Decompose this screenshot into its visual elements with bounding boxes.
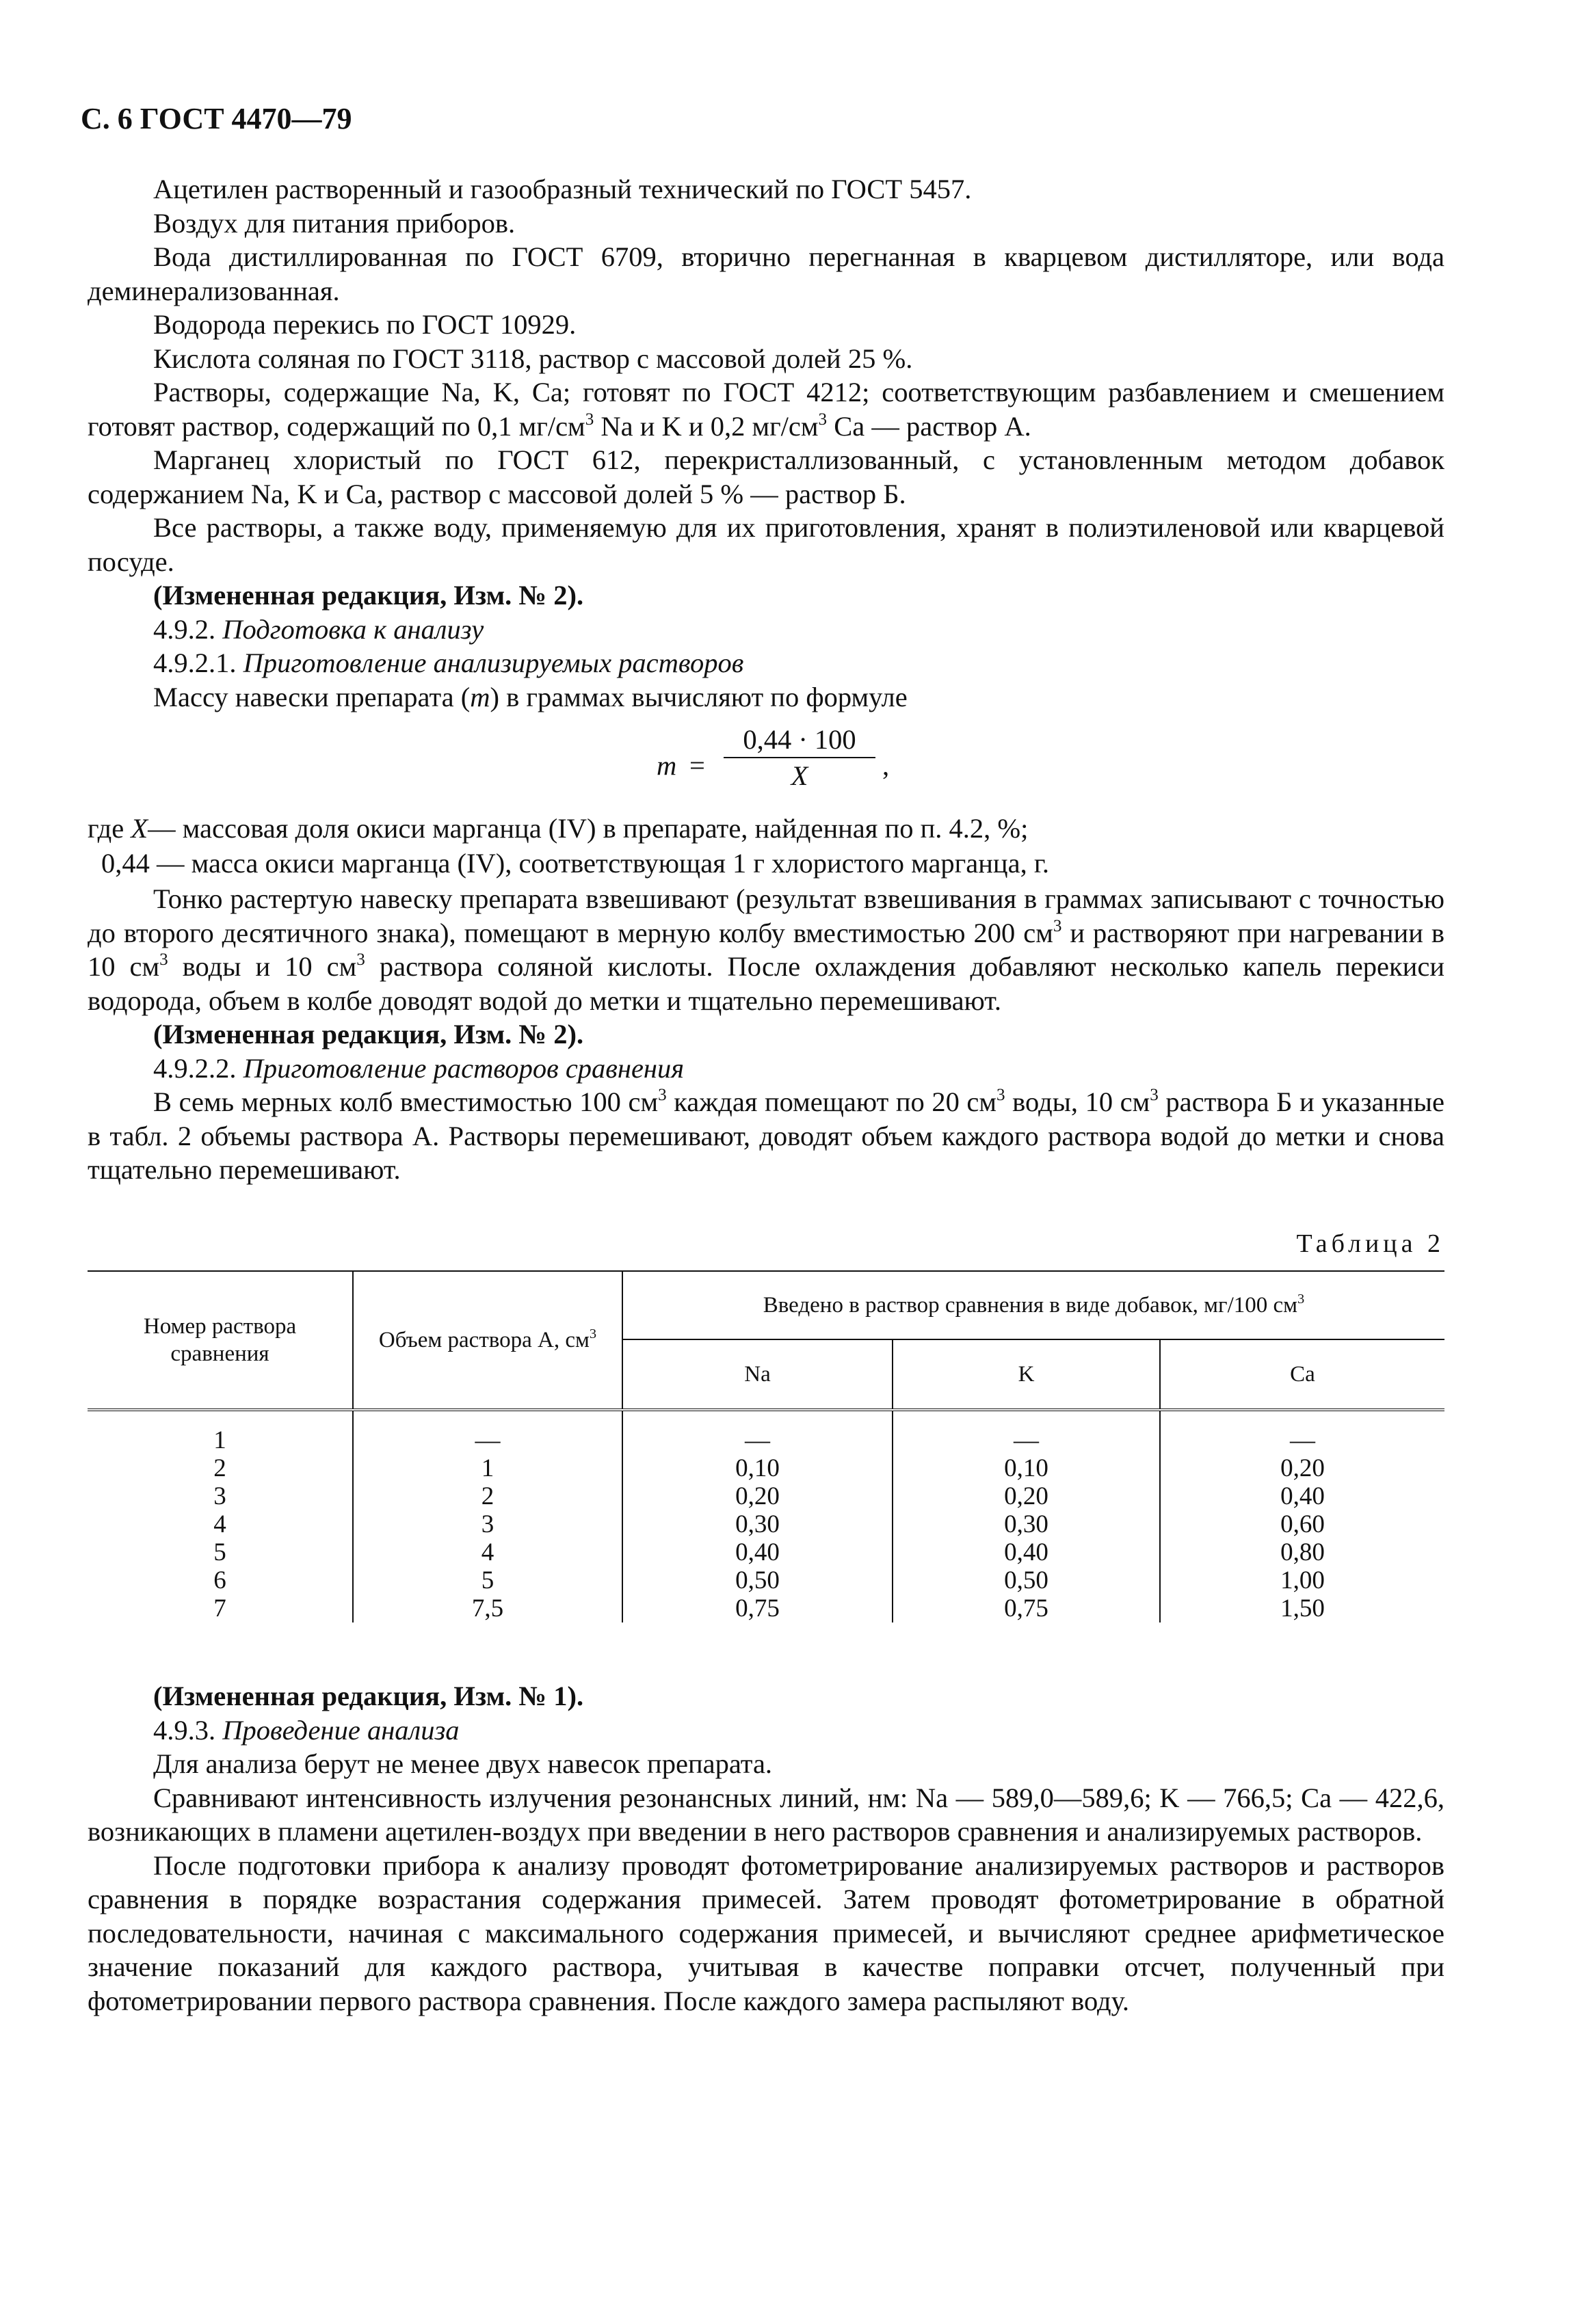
header-solution-number: Номер раствора сравнения <box>88 1271 353 1410</box>
table-cell-k: 0,20 <box>893 1482 1160 1510</box>
table-cell-n: 4 <box>88 1510 353 1538</box>
table-row <box>88 1566 1444 1594</box>
table-cell-n: 5 <box>88 1538 353 1566</box>
table-cell-n: 1 <box>88 1410 353 1454</box>
table-cell-n: 6 <box>88 1566 353 1594</box>
table-row <box>88 1510 1444 1538</box>
table-cell-k: 0,50 <box>893 1566 1160 1594</box>
table-row <box>88 1454 1444 1482</box>
paragraph-manganese: Марганец хлористый по ГОСТ 612, перекристаллизованный, с установленным методом добавок содержанием Na, K и Ca, раствор с массовой долей 5 % — раствор Б. <box>88 444 1444 509</box>
paragraph-mass: Массу навески препарата (m) в граммах вычисляют по формуле <box>153 681 908 712</box>
table-cell-n: 2 <box>88 1454 353 1482</box>
table-cell-k: 0,40 <box>893 1538 1160 1566</box>
table-cell-n: 3 <box>88 1482 353 1510</box>
reagents-block <box>88 172 1444 714</box>
table-row <box>88 1594 1444 1622</box>
section-4-9-2-1: 4.9.2.1. Приготовление анализируемых растворов <box>153 647 744 678</box>
table-cell-na: 0,75 <box>622 1594 893 1622</box>
table-cell-ca: 0,80 <box>1280 1538 1325 1566</box>
amendment-note: (Измененная редакция, Изм. № 1). <box>153 1681 584 1711</box>
amendment-note: (Измененная редакция, Изм. № 2). <box>153 580 584 611</box>
table-cell-n: 7 <box>88 1594 353 1622</box>
table-cell-ca: — <box>1290 1426 1315 1454</box>
table-cell-v: 7,5 <box>353 1594 622 1622</box>
paragraph-weighing: Тонко растертую навеску препарата взвешивают (результат взвешивания в граммах записывают с точностью до второго десятичного знака), помещают в мерную колбу вместимостью 200 $см^3$ и растворяют при нагревании в 10 $см^3$ воды и 10 $см^3$ раствора соляной кислоты. После охлаждения добавляют несколько капель перекиси водорода, объем в колбе доводят водой до метки и тщательно перемешивают. <box>88 883 1445 1016</box>
formula-numerator: 0,44 · 100 <box>724 723 875 758</box>
table-cell-v: 5 <box>353 1566 622 1594</box>
table-cell-na: 0,30 <box>622 1510 893 1538</box>
paragraph-solutions: Растворы, содержащие Na, K, Ca; готовят по ГОСТ 4212; соответствующим разбавлением и смешением готовят раствор, содержащий по 0,1 $мг/см^3$ Na и K и 0,2 $мг/см^3$ Ca — раствор А. <box>88 377 1444 442</box>
header-k: K <box>893 1339 1160 1410</box>
table-cell-v: 1 <box>353 1454 622 1482</box>
table-cell-ca: 1,00 <box>1280 1566 1325 1594</box>
section-4-9-3: 4.9.3. Проведение анализа <box>153 1714 460 1746</box>
preparation-block <box>88 882 1444 1187</box>
table-cell-v: — <box>353 1410 622 1454</box>
table-cell-na: — <box>622 1410 893 1454</box>
paragraph-acid: Кислота соляная по ГОСТ 3118, раствор с массовой долей 25 %. <box>153 343 913 374</box>
header-added: Введено в раствор сравнения в виде добавок, мг/100 $см^3$ <box>622 1271 1444 1339</box>
table-cell-k: 0,10 <box>893 1454 1160 1482</box>
table-cell-k: — <box>893 1410 1160 1454</box>
table-row <box>88 1482 1444 1510</box>
table-caption: Таблица 2 <box>1296 1229 1444 1258</box>
table-cell-v: 3 <box>353 1510 622 1538</box>
formula-fraction <box>724 723 875 792</box>
table-2 <box>88 1270 1444 1622</box>
section-4-9-2: 4.9.2. Подготовка к анализу <box>153 613 484 645</box>
table-cell-k: 0,75 <box>893 1594 1160 1622</box>
paragraph-air: Воздух для питания приборов. <box>153 207 516 239</box>
table-cell-v: 4 <box>353 1538 622 1566</box>
table-cell-ca: 1,50 <box>1280 1594 1325 1622</box>
header-na: Na <box>622 1339 893 1410</box>
formula-legend-x: где X— массовая доля окиси марганца (IV) в препарате, найденная по п. 4.2, %; <box>88 813 1029 844</box>
table-row <box>88 1410 1444 1454</box>
table-cell-na: 0,10 <box>622 1454 893 1482</box>
table-cell-ca: 0,60 <box>1280 1510 1325 1538</box>
amendment-note: (Измененная редакция, Изм. № 2). <box>153 1019 584 1050</box>
table-cell-na: 0,20 <box>622 1482 893 1510</box>
paragraph-peroxide: Водорода перекись по ГОСТ 10929. <box>153 309 577 340</box>
document-page: С. 6 ГОСТ 4470—79 Ацетилен растворенный и газообразный технический по ГОСТ 5457. Воздух для питания приборов. Вода дистиллированная по ГОСТ 6709, вторично перегнанная в кварцевом дистилляторе, или вода деминерализованная. Водорода перекись по ГОСТ 10929. Кислота соляная по ГОСТ 3118, раствор с массовой долей 25 %. Растворы, содержащие Na, K, Ca; готовят по ГОСТ 4212; соответствующим разбавлением и смешением готовят раствор, содержащий по 0,1 $мг/см^3$ Na и K и 0,2 $мг/см^3$ Ca — раствор А. Марганец хлористый по ГОСТ 612, перекристаллизованный, с установленным методом добавок содержанием Na, K и Ca, раствор с массовой долей 5 % — раствор Б. Все растворы, а также воду, применяемую для их приготовления, хранят в полиэтиленовой или кварцевой посуде. (Измененная редакция, Изм. № 2). 4.9.2. Подготовка к анализу 4.9.2.1. Приготовление анализируемых растворов Массу навески препарата (m) в граммах вычисляют по формуле m = $\frac{0,44 \cdot 100}{X}$ , где X— массовая доля окиси марганца (IV) в препарате, найденная по п. 4.2, %; 0,44 — масса окиси марганца (IV), соответствующая 1 г хлористого марганца, г. Тонко растертую навеску препарата взвешивают (результат взвешивания в граммах записывают с точностью до второго десятичного знака), помещают в мерную колбу вместимостью 200 $см^3$ и растворяют при нагревании в 10 $см^3$ воды и 10 $см^3$ раствора соляной кислоты. После охлаждения добавляют несколько капель перекиси водорода, объем в колбе доводят водой до метки и тщательно перемешивают. (Измененная редакция, Изм. № 2). 4.9.2.2. Приготовление растворов сравнения В семь мерных колб вместимостью 100 $см^3$ каждая помещают по 20 $см^3$ воды, 10 $см^3$ раствора Б и указанные в табл. 2 объемы раствора А. Растворы перемешивают, доводят объем каждого раствора водой до метки и снова тщательно перемешивают. Таблица 2 Номер раствора сравнения Объем раствора А, $см^3$ Введено в раствор сравнения в виде добавок, мг/100 $см^3$ Na K Ca 1 — — — — 2 1 0,10 0,10 0,20 3 2 0,20 0,20 0,40 4 3 0,30 0,30 0,60 5 4 0,40 0,40 0,80 6 5 0,50 0,50 1,00 7 7,5 0,75 0,75 1,50 (Измененная редакция, Изм. № 1). 4.9.3. Проведение анализа Для анализа берут не менее двух навесок препарата. Сравнивают интенсивность излучения резонансных линий, нм: Na — 589,0—589,6; K — 766,5; Ca — 422,6, возникающих в пламени ацетилен-воздух при введении в него растворов сравнения и анализируемых растворов. После подготовки прибора к анализу проводят фотометрирование анализируемых растворов и растворов сравнения в порядке возрастания содержания примесей. Затем проводят фотометрирование в обратной последовательности, начиная с максимального содержания примесей, и вычисляют среднее арифметическое значение показаний для каждого раствора, учитывая в качестве поправки отсчет, полученный при фотометрировании первого раствора сравнения. После каждого замера распыляют воду. <box>0 0 1584 2324</box>
paragraph-samples: Для анализа берут не менее двух навесок препарата. <box>153 1748 773 1779</box>
table-cell-ca: 0,40 <box>1280 1482 1325 1510</box>
table-cell-na: 0,50 <box>622 1566 893 1594</box>
header-volume: Объем раствора А, $см^3$ <box>353 1271 622 1410</box>
paragraph-procedure: После подготовки прибора к анализу проводят фотометрирование анализируемых растворов и растворов сравнения в порядке возрастания содержания примесей. Затем проводят фотометрирование в обратной последовательности, начиная с максимального содержания примесей, и вычисляют среднее арифметическое значение показаний для каждого раствора, учитывая в качестве поправки отсчет, полученный при фотометрировании первого раствора сравнения. После каждого замера распыляют воду. <box>88 1849 1444 2016</box>
formula-legend-coef: 0,44 — масса окиси марганца (IV), соответствующая 1 г хлористого марганца, г. <box>101 848 1049 879</box>
analysis-block <box>88 1679 1444 2018</box>
paragraph-acetylene: Ацетилен растворенный и газообразный технический по ГОСТ 5457. <box>153 174 972 204</box>
formula-denominator: X <box>791 760 808 791</box>
paragraph-water: Вода дистиллированная по ГОСТ 6709, вторично перегнанная в кварцевом дистилляторе, или вода деминерализованная. <box>88 241 1444 306</box>
header-ca: Ca <box>1160 1339 1444 1410</box>
section-4-9-2-2: 4.9.2.2. Приготовление растворов сравнения <box>153 1052 685 1084</box>
paragraph-emission: Сравнивают интенсивность излучения резонансных линий, нм: Na — 589,0—589,6; K — 766,5; Ca — 422,6, возникающих в пламени ацетилен-воздух при введении в него растворов сравнения и анализируемых растворов. <box>88 1782 1444 1847</box>
table-cell-ca: 0,20 <box>1280 1454 1325 1482</box>
table-row <box>88 1538 1444 1566</box>
paragraph-storage: Все растворы, а также воду, применяемую для их приготовления, хранят в полиэтиленовой или кварцевой посуде. <box>88 512 1444 577</box>
table-cell-na: 0,40 <box>622 1538 893 1566</box>
table-cell-v: 2 <box>353 1482 622 1510</box>
table-body <box>88 1410 1444 1622</box>
table-cell-k: 0,30 <box>893 1510 1160 1538</box>
paragraph-comparison: В семь мерных колб вместимостью 100 $см^3$ каждая помещают по 20 $см^3$ воды, 10 $см^3$ раствора Б и указанные в табл. 2 объемы раствора А. Растворы перемешивают, доводят объем каждого раствора водой до метки и снова тщательно перемешивают. <box>88 1086 1444 1185</box>
page-header: С. 6 ГОСТ 4470—79 <box>81 102 352 135</box>
